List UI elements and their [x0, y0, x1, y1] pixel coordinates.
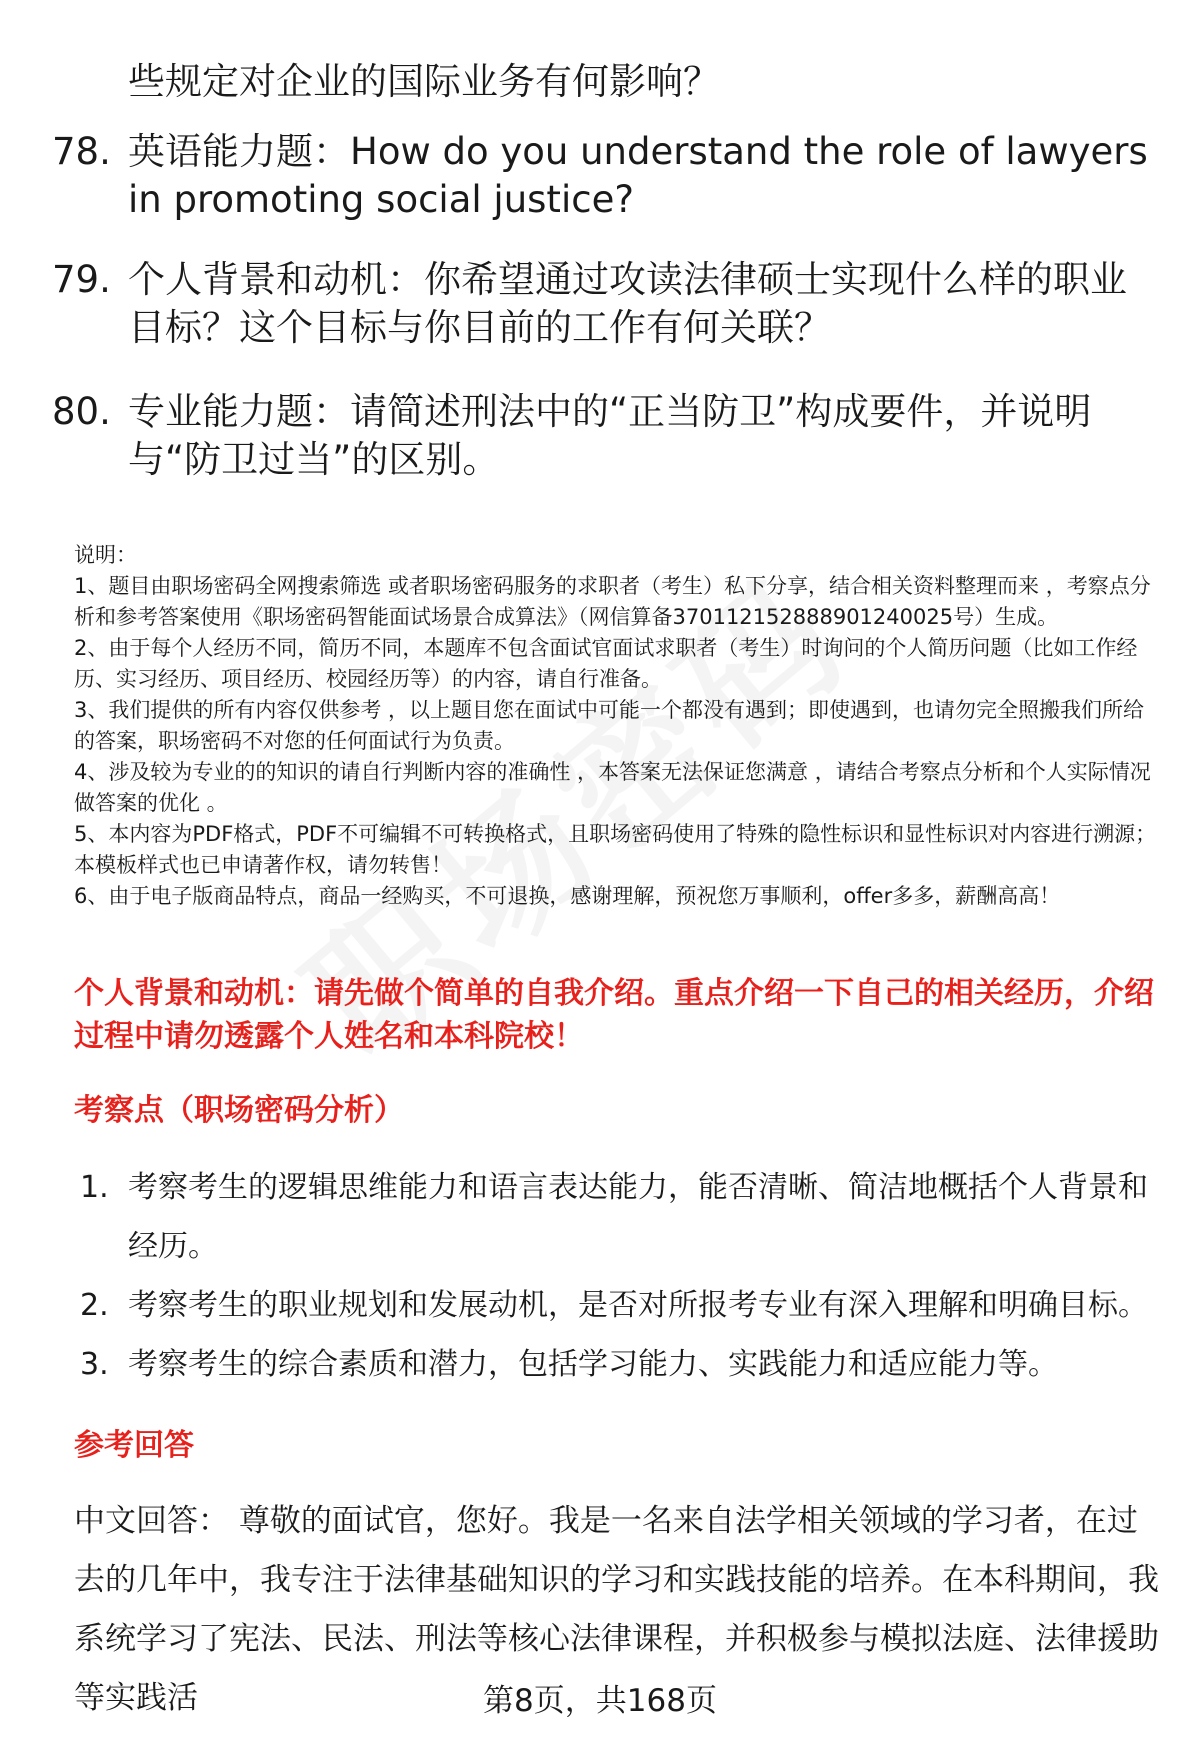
note-item: 6、由于电子版商品特点，商品一经购买，不可退换，感谢理解，预祝您万事顺利，offer多多，薪酬高高！ — [74, 884, 1061, 908]
analysis-title: 考察点（职场密码分析） — [74, 1093, 404, 1128]
question-text: 专业能力题：请简述刑法中的“正当防卫”构成要件，并说明与“防卫过当”的区别。 — [128, 390, 1092, 481]
list-text: 考察考生的综合素质和潜力，包括学习能力、实践能力和适应能力等。 — [128, 1347, 1058, 1382]
reference-title: 参考回答 — [74, 1428, 194, 1463]
question-number: 80. — [52, 390, 111, 433]
analysis-list — [80, 1158, 1160, 1394]
note-item: 3、我们提供的所有内容仅供参考 ，以上题目您在面试中可能一个都没有遇到；即使遇到，也请勿完全照搬我们所给的答案，职场密码不对您的任何面试行为负责。 — [74, 698, 1145, 753]
featured-question: 个人背景和动机：请先做个简单的自我介绍。重点介绍一下自己的相关经历，介绍过程中请勿透露个人姓名和本科院校！ — [74, 976, 1154, 1054]
list-text: 考察考生的职业规划和发展动机，是否对所报考专业有深入理解和明确目标。 — [128, 1288, 1148, 1323]
question-80 — [52, 388, 1152, 484]
question-text: 英语能力题：How do you understand the role of lawyers in promoting social justice? — [128, 130, 1148, 221]
question-number: 78. — [52, 130, 111, 173]
note-item: 5、本内容为PDF格式，PDF不可编辑不可转换格式，且职场密码使用了特殊的隐性标识和显性标识对内容进行溯源；本模板样式也已申请著作权，请勿转售！ — [74, 822, 1157, 877]
list-item — [80, 1276, 1160, 1335]
list-item — [80, 1335, 1160, 1394]
notes-heading: 说明： — [74, 543, 137, 567]
page-footer: 第8页，共168页 — [483, 1683, 717, 1719]
question-continuation — [128, 58, 1148, 106]
question-78 — [52, 128, 1152, 224]
list-item — [80, 1158, 1160, 1276]
question-text: 些规定对企业的国际业务有何影响？ — [128, 60, 720, 103]
list-number: 3. — [80, 1347, 109, 1382]
reference-answer: 中文回答： 尊敬的面试官，您好。我是一名来自法学相关领域的学习者，在过去的几年中，我专注于法律基础知识的学习和实践技能的培养。在本科期间，我系统学习了宪法、民法、刑法等核心法律课程，并积极参与模拟法庭、法律援助等实践活 — [74, 1503, 1159, 1716]
list-number: 1. — [80, 1170, 109, 1205]
note-item: 4、涉及较为专业的的知识的请自行判断内容的准确性 ，本答案无法保证您满意 ，请结合考察点分析和个人实际情况做答案的优化 。 — [74, 760, 1151, 815]
list-text: 考察考生的逻辑思维能力和语言表达能力，能否清晰、简洁地概括个人背景和经历。 — [128, 1170, 1148, 1264]
question-79 — [52, 256, 1152, 352]
note-item: 1、题目由职场密码全网搜索筛选 或者职场密码服务的求职者（考生）私下分享，结合相关资料整理而来 ，考察点分析和参考答案使用《职场密码智能面试场景合成算法》（网信算备370112152888901240025号）生成。 — [74, 574, 1151, 629]
note-item: 2、由于每个人经历不同，简历不同，本题库不包含面试官面试求职者（考生）时询问的个人简历问题（比如工作经历、实习经历、项目经历、校园经历等）的内容，请自行准备。 — [74, 636, 1138, 691]
question-text: 个人背景和动机：你希望通过攻读法律硕士实现什么样的职业目标？这个目标与你目前的工作有何关联？ — [128, 258, 1127, 349]
question-number: 79. — [52, 258, 111, 301]
notes-section — [74, 540, 1164, 912]
list-number: 2. — [80, 1288, 109, 1323]
